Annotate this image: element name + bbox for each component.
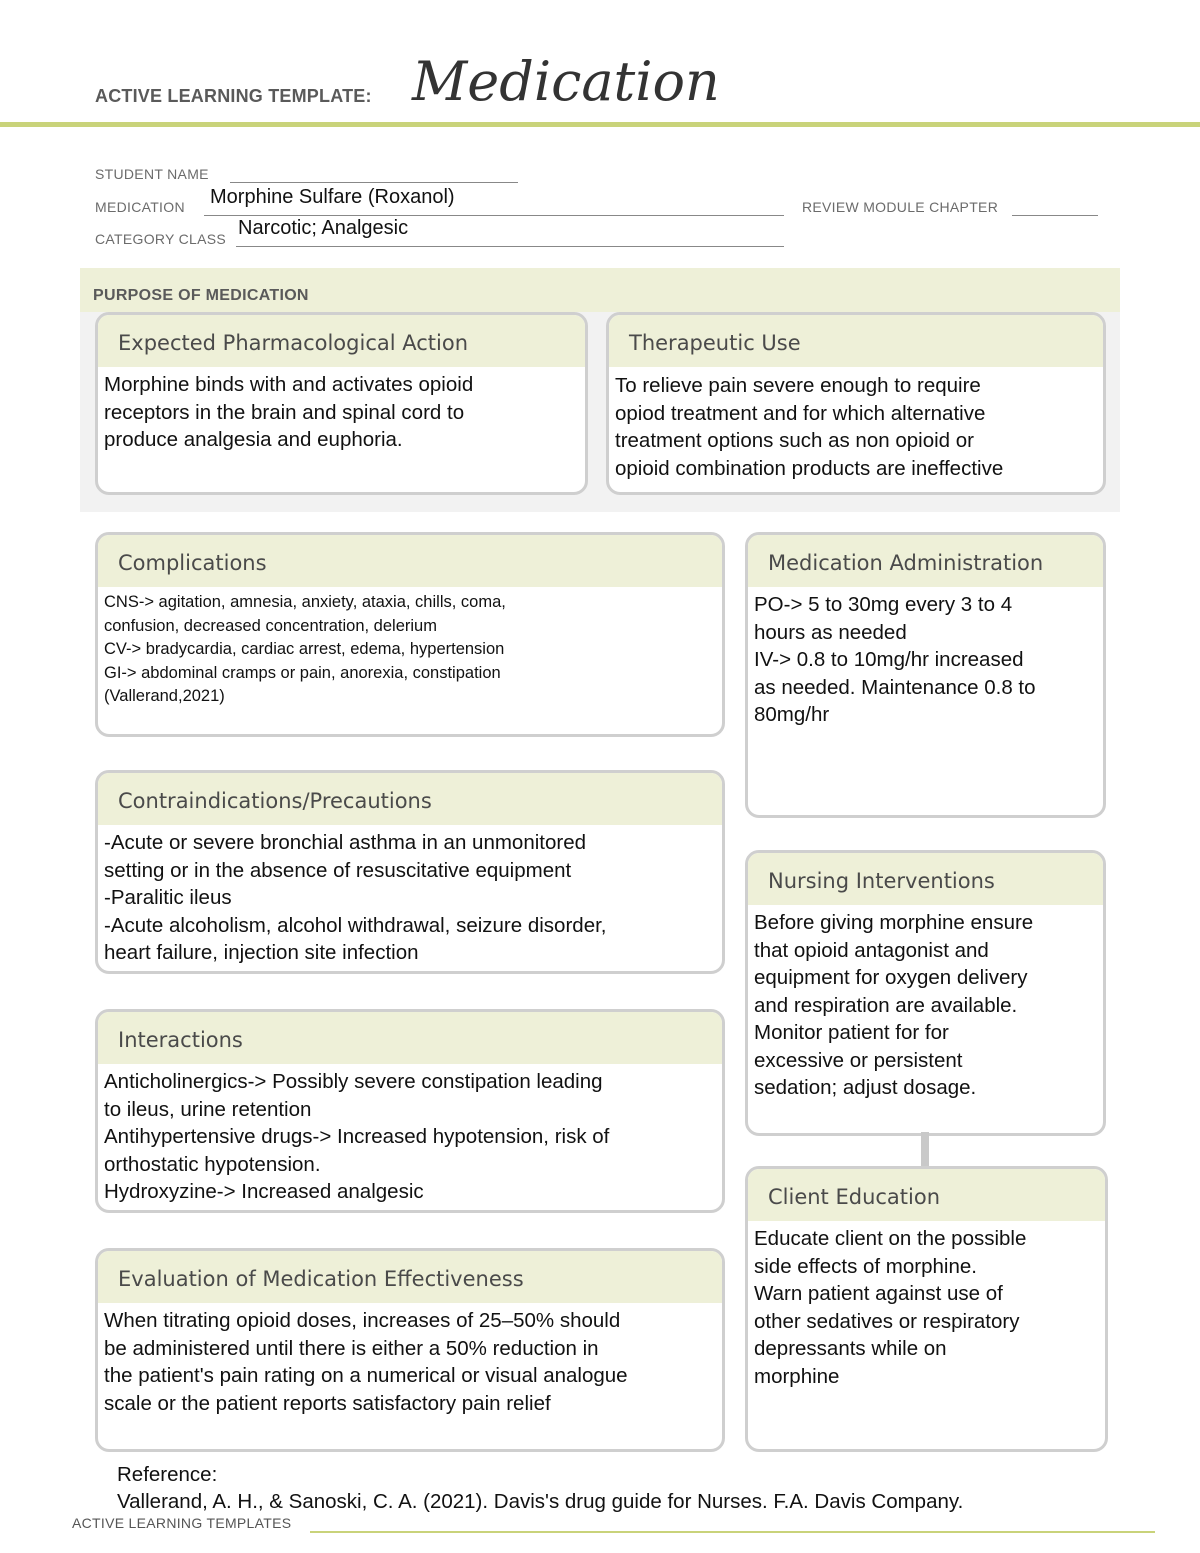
box-connector [921, 1132, 929, 1166]
contraindications-box [95, 770, 725, 974]
interactions-text: Anticholinergics-> Possibly severe constipation leading to ileus, urine retention Antihypertensive drugs-> Increased hypotension, risk of orthostatic hypotension. Hydroxyzine-> Increased analgesic [104, 1070, 610, 1203]
reference-label: Reference: [117, 1463, 218, 1486]
client-education-text: Educate client on the possible side effects of morphine. Warn patient against use of other sedatives or respiratory depressants while on morphine [754, 1227, 1027, 1388]
evaluation-box [95, 1248, 725, 1452]
template-label: ACTIVE LEARNING TEMPLATE: [95, 86, 372, 106]
therapeutic-use-text: To relieve pain severe enough to require opiod treatment and for which alternative treatment options such as non opioid or opioid combination products are ineffective [615, 374, 1004, 480]
evaluation-title: Evaluation of Medication Effectiveness [98, 1251, 722, 1303]
medication-field[interactable] [204, 215, 784, 216]
reference-citation: Vallerand, A. H., & Sanoski, C. A. (2021). Davis's drug guide for Nurses. F.A. Davis Company. [117, 1490, 964, 1513]
expected-action-text: Morphine binds with and activates opioid receptors in the brain and spinal cord to produce analgesia and euphoria. [104, 373, 474, 451]
medication-administration-title: Medication Administration [748, 535, 1103, 587]
interactions-title: Interactions [98, 1012, 722, 1064]
therapeutic-use-title: Therapeutic Use [609, 315, 1103, 367]
category-class-label: CATEGORY CLASS [95, 231, 227, 247]
nursing-interventions-box [745, 850, 1106, 1136]
complications-text: CNS-> agitation, amnesia, anxiety, ataxia, chills, coma, confusion, decreased concentration, delerium CV-> bradycardia, cardiac arrest, edema, hypertension GI-> abdominal cramps or pain, anorexia, constipation (Vallerand,2021) [104, 593, 506, 705]
medication-label: MEDICATION [95, 199, 185, 215]
footer-label: ACTIVE LEARNING TEMPLATES [72, 1515, 292, 1531]
header-divider [0, 122, 1200, 127]
student-name-label: STUDENT NAME [95, 166, 209, 182]
expected-action-title: Expected Pharmacological Action [98, 315, 585, 367]
medication-value: Morphine Sulfare (Roxanol) [210, 186, 455, 208]
nursing-interventions-text: Before giving morphine ensure that opioid antagonist and equipment for oxygen delivery and respiration are available. Monitor patient for for excessive or persistent sedation; adjust dosage. [754, 911, 1034, 1099]
expected-action-box [95, 312, 588, 495]
category-class-field[interactable] [236, 246, 784, 247]
client-education-title: Client Education [748, 1169, 1105, 1221]
medication-administration-text: PO-> 5 to 30mg every 3 to 4 hours as needed IV-> 0.8 to 10mg/hr increased as needed. Maintenance 0.8 to 80mg/hr [754, 593, 1036, 726]
complications-title: Complications [98, 535, 722, 587]
purpose-label: PURPOSE OF MEDICATION [93, 287, 309, 304]
footer-divider [310, 1531, 1155, 1533]
page-title: Medication [412, 50, 720, 113]
interactions-box [95, 1009, 725, 1213]
client-education-box [745, 1166, 1108, 1452]
therapeutic-use-box [606, 312, 1106, 495]
evaluation-text: When titrating opioid doses, increases of 25–50% should be administered until there is either a 50% reduction in the patient's pain rating on a numerical or visual analogue scale or the patient reports satisfactory pain relief [104, 1309, 628, 1415]
nursing-interventions-title: Nursing Interventions [748, 853, 1103, 905]
student-name-field[interactable] [230, 182, 518, 183]
medication-administration-box [745, 532, 1106, 818]
review-module-field[interactable] [1012, 215, 1098, 216]
contraindications-title: Contraindications/Precautions [98, 773, 722, 825]
contraindications-text: -Acute or severe bronchial asthma in an unmonitored setting or in the absence of resuscitative equipment -Paralitic ileus -Acute alcoholism, alcohol withdrawal, seizure disorder, heart failure, injection site infection [104, 831, 607, 964]
category-class-value: Narcotic; Analgesic [238, 217, 409, 239]
complications-box [95, 532, 725, 737]
review-module-label: REVIEW MODULE CHAPTER [802, 199, 999, 215]
